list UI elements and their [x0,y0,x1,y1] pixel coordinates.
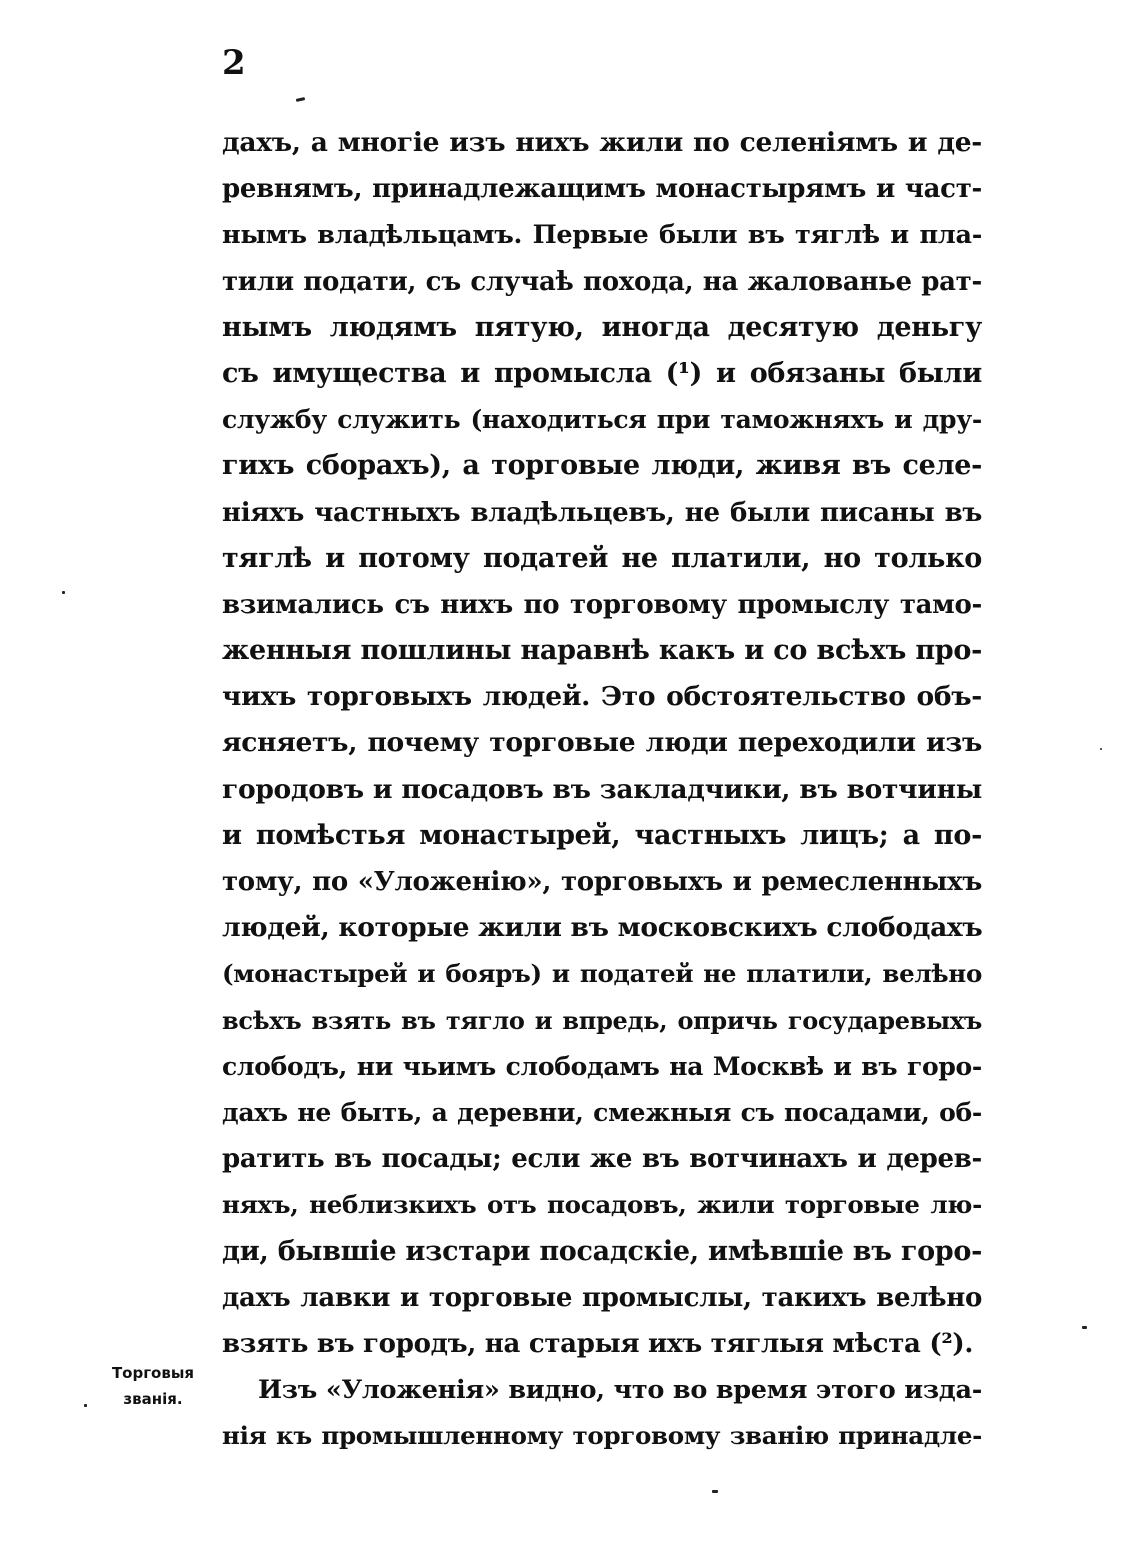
page-number: 2 [222,43,246,83]
text-line: тили подати, съ случаѣ похода, на жалованье рат- [222,266,982,297]
text-line: ди, бывшіе изстари посадскіе, имѣвшіе въ горо- [222,1235,982,1267]
text-line: чихъ торговыхъ людей. Это обстоятельство объ- [222,681,982,713]
text-line: ясняетъ, почему торговые люди переходили изъ [222,727,982,759]
text-line: ревнямъ, принадлежащимъ монастырямъ и част- [222,174,982,205]
text-line: городовъ и посадовъ въ закладчики, въ вотчины [222,773,982,805]
print-speck [84,1404,87,1407]
text-line: съ имущества и промысла (¹) и обязаны были [222,357,982,389]
text-line: ніяхъ частныхъ владѣльцевъ, не были писаны въ [222,497,982,528]
print-speck [1082,1326,1087,1329]
text-line: людей, которые жили въ московскихъ слободахъ [222,912,983,944]
text-line: взимались съ нихъ по торговому промыслу тамо- [222,589,982,620]
text-line: дахъ, а многіе изъ нихъ жили по селеніямъ и де- [222,127,982,158]
text-line: и помѣстья монастырей, частныхъ лицъ; а по- [222,819,982,851]
text-line: слободъ, ни чьимъ слободамъ на Москвѣ и въ горо- [222,1051,982,1081]
print-speck [62,591,65,594]
text-line: дахъ лавки и торговые промыслы, такихъ велѣно [222,1282,982,1313]
text-line: гихъ сборахъ), а торговые люди, живя въ селе- [222,450,982,482]
text-line: нія къ промышленному торговому званію принадле- [222,1421,982,1451]
print-speck [1100,748,1102,750]
print-speck [712,1490,718,1493]
text-line: (монастырей и бояръ) и податей не платили, велѣно [222,959,982,989]
body-text [222,120,982,1459]
text-line: тяглѣ и потому податей не платили, но только [222,542,982,574]
text-line: женныя пошлины наравнѣ какъ и со всѣхъ про- [222,635,982,667]
margin-note-line: Торговыя [111,1364,195,1382]
margin-note-line: званія. [123,1390,183,1408]
text-line: ратить въ посады; если же въ вотчинахъ и дерев- [222,1144,982,1175]
paragraph-start-line: Изъ «Уложенія» видно, что во время этого изда- [258,1375,982,1406]
paragraph-end-line: взять въ городъ, на старыя ихъ тяглыя мѣста (²). [222,1328,974,1359]
margin-note [98,1360,208,1412]
text-line: нымъ людямъ пятую, иногда десятую деньгу [222,311,982,343]
text-line: нымъ владѣльцамъ. Первые были въ тяглѣ и пла- [222,220,982,251]
text-line: всѣхъ взять въ тягло и впредь, опричь государевыхъ [222,1005,982,1035]
print-speck [296,97,305,102]
text-line: тому, по «Уложенію», торговыхъ и ремесленныхъ [222,867,982,897]
text-line: службу служить (находиться при таможняхъ и дру- [222,405,982,435]
text-line: дахъ не быть, а деревни, смежныя съ посадами, об- [222,1097,982,1127]
text-line: няхъ, неблизкихъ отъ посадовъ, жили торговые лю- [222,1190,982,1220]
